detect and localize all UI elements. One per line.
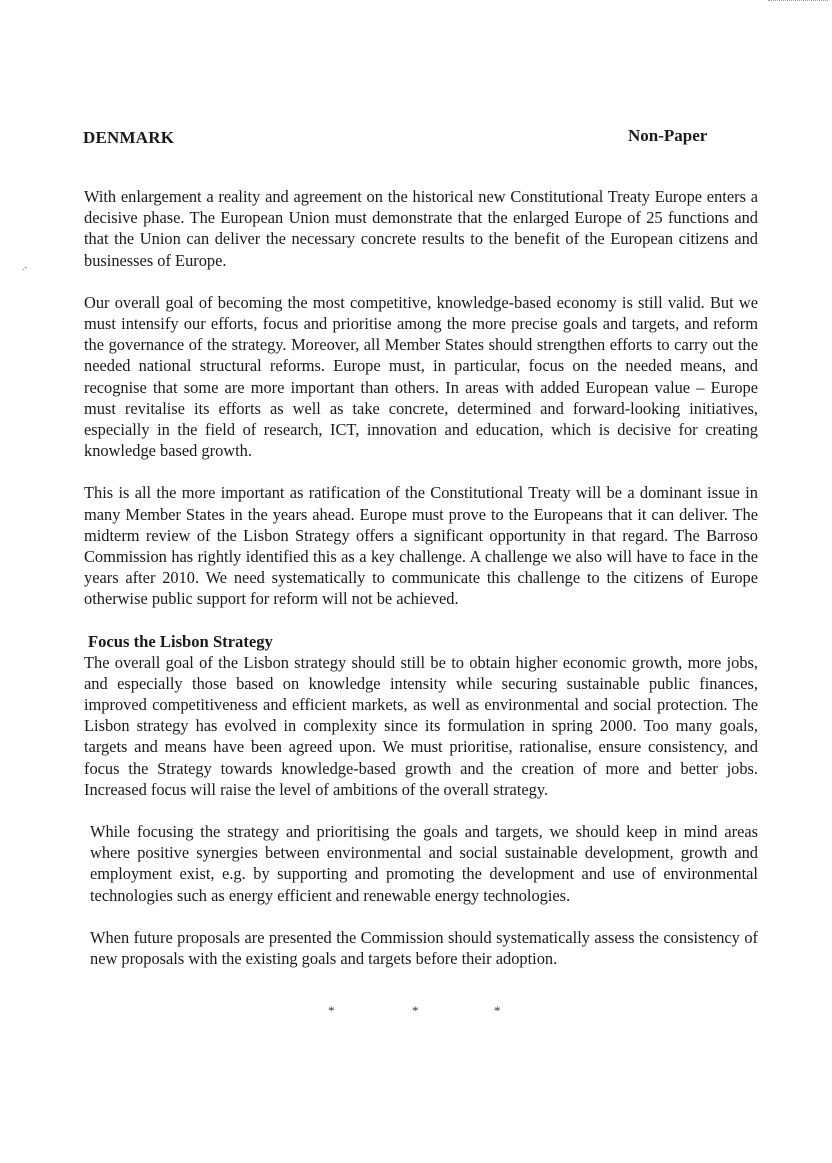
- asterisk-mark: *: [494, 1003, 501, 1018]
- asterisk-mark: *: [328, 1003, 335, 1018]
- document-body: [84, 186, 758, 990]
- paragraph-lisbon-goal: The overall goal of the Lisbon strategy should still be to obtain higher economic growth, more jobs, and especially those based on knowledge intensity while securing sustainable public finances, improved competitiveness and efficient markets, as well as environmental and social protection. The Lisbon strategy has evolved in complexity since its formulation in spring 2000. Too many goals, targets and means have been agreed upon. We must prioritise, rationalise, ensure consistency, and focus the Strategy towards knowledge-based growth and the creation of more and better jobs. Increased focus will raise the level of ambitions of the overall strategy.: [84, 652, 758, 799]
- asterisk-mark: *: [412, 1003, 419, 1018]
- paragraph-synergies: While focusing the strategy and prioritising the goals and targets, we should keep in mind areas where positive synergies between environmental and social sustainable development, growth and employment exist, e.g. by supporting and promoting the development and use of environmental technologies such as energy efficient and renewable energy technologies.: [90, 822, 758, 905]
- paragraph-ratification: This is all the more important as ratification of the Constitutional Treaty will be a dominant issue in many Member States in the years ahead. Europe must prove to the Europeans that it can deliver. The midterm review of the Lisbon Strategy offers a significant opportunity in that regard. The Barroso Commission has rightly identified this as a key challenge. A challenge we also will have to face in the years after 2010. We need systematically to communicate this challenge to the citizens of Europe otherwise public support for reform will not be achieved.: [84, 483, 758, 609]
- scan-artifact-mark: .-: [22, 262, 28, 272]
- document-type-label: Non-Paper: [628, 126, 708, 145]
- section-heading: Focus the Lisbon Strategy: [88, 631, 273, 651]
- paragraph-intro: With enlargement a reality and agreement on the historical new Constitutional Treaty Europe enters a decisive phase. The European Union must demonstrate that the enlarged Europe of 25 functions and that the Union can deliver the necessary concrete results to the benefit of the European citizens and businesses of Europe.: [84, 187, 758, 270]
- country-heading: DENMARK: [83, 128, 175, 147]
- paragraph-overall-goal: Our overall goal of becoming the most competitive, knowledge-based economy is still valid. But we must intensify our efforts, focus and prioritise among the more precise goals and targets, and reform the governance of the strategy. Moreover, all Member States should strengthen efforts to carry out the needed national structural reforms. Europe must, in particular, focus on the needed means, and recognise that some are more important than others. In areas with added European value – Europe must revitalise its efforts as well as take concrete, determined and forward-looking initiatives, especially in the field of research, ICT, innovation and education, which is decisive for creating knowledge based growth.: [84, 292, 758, 461]
- scan-artifact: [768, 0, 828, 5]
- paragraph-future-proposals: When future proposals are presented the Commission should systematically assess the consistency of new proposals with the existing goals and targets before their adoption.: [90, 927, 758, 969]
